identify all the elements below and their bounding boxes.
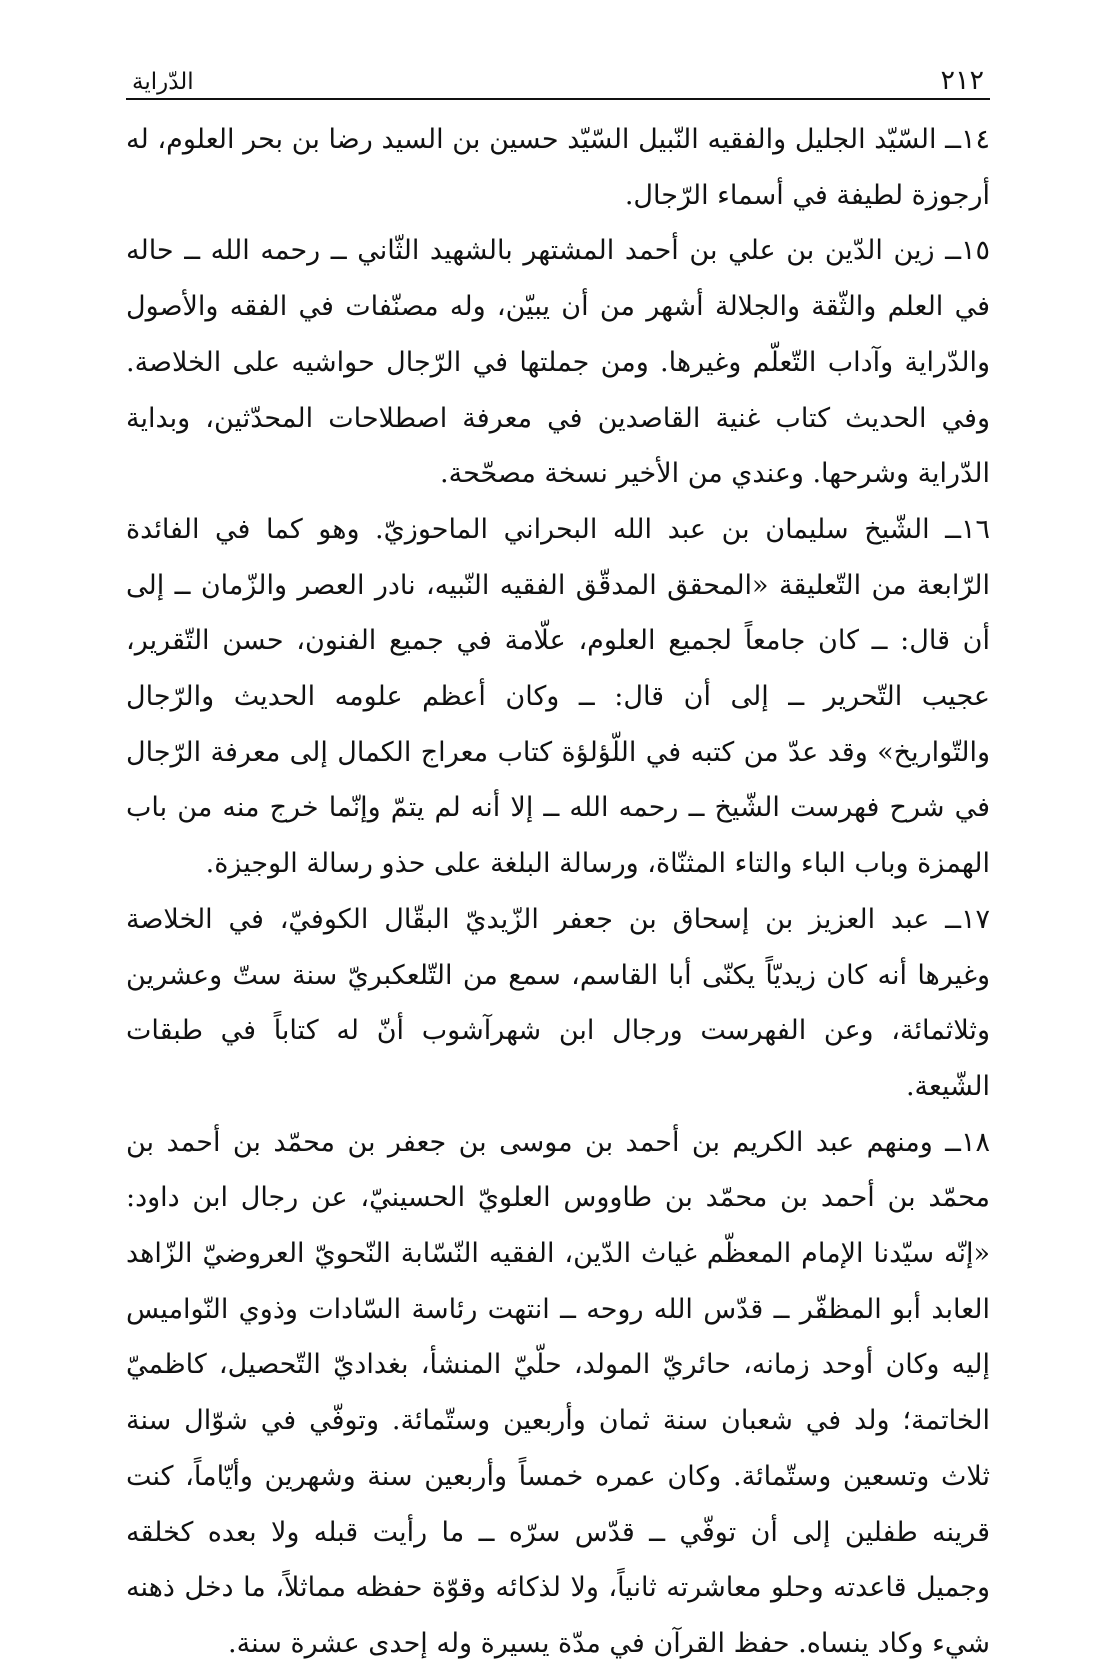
entry-18: ١٨ــ ومنهم عبد الكريم بن أحمد بن موسى بن جعفر بن محمّد بن أحمد بن محمّد بن أحمد بن محمّد بن طاووس العلويّ الحسينيّ، عن رجال ابن داود: «إنّه سيّدنا الإمام المعظّم غياث الدّين، الفقيه النّسّابة النّحويّ العروضيّ الزّاهد العابد أبو المظفّر ــ قدّس الله روحه ــ انتهت رئاسة السّادات وذوي النّواميس إليه وكان أوحد زمانه، حائريّ المولد، حلّيّ المنشأ، بغداديّ التّحصيل، كاظميّ الخاتمة؛ ولد في شعبان سنة ثمان وأربعين وستّمائة. وتوفّي في شوّال سنة ثلاث وتسعين وستّمائة. وكان عمره خمساً وأربعين سنة وشهرين وأيّاماً، كنت قرينه طفلين إلى أن توفّي ــ قدّس سرّه ــ ما رأيت قبله ولا بعده كخلقه وجميل قاعدته وحلو معاشرته ثانياً، ولا لذكائه وقوّة حفظه مماثلاً، ما دخل ذهنه شيء وكاد ينساه. حفظ القرآن في مدّة يسيرة وله إحدى عشرة سنة. [126,1126,990,1659]
page-header [126,44,990,100]
entry-number: ١٨ [960,1126,990,1158]
entry-16: ١٦ــ الشّيخ سليمان بن عبد الله البحراني الماحوزيّ. وهو كما في الفائدة الرّابعة من التّعليقة «المحقق المدقّق الفقيه النّبيه، نادر العصر والزّمان ــ إلى أن قال: ــ كان جامعاً لجميع العلوم، علّامة في جميع الفنون، حسن التّقرير، عجيب التّحرير ــ إلى أن قال: ــ وكان أعظم علومه الحديث والرّجال والتّواريخ» وقد عدّ من كتبه في اللّؤلؤة كتاب معراج الكمال إلى معرفة الرّجال في شرح فهرست الشّيخ ــ رحمه الله ــ إلا أنه لم يتمّ وإنّما خرج منه من باب الهمزة وباب الباء والتاء المثنّاة، ورسالة البلغة على حذو رسالة الوجيزة. [126,513,991,880]
entry-number: ١٧ [960,903,990,935]
entry-text: عبد العزيز بن إسحاق بن جعفر الزّيديّ البقّال الكوفيّ، في الخلاصة وغيرها أنه كان زيديّاً يكنّى أبا القاسم، سمع من التّلعكبريّ سنة ستّ وعشرين وثلاثمائة، وعن الفهرست ورجال ابن شهرآشوب أنّ له كتاباً في طبقات الشّيعة. [126,903,990,1102]
page-number: ٢١٢ [940,65,984,96]
entry-14: ١٤ــ السّيّد الجليل والفقيه النّبيل السّيّد حسين بن السيد رضا بن بحر العلوم، له أرجوزة لطيفة في أسماء الرّجال. [126,124,991,211]
entry-text: السّيّد الجليل والفقيه النّبيل السّيّد حسين بن السيد رضا بن بحر العلوم، له أرجوزة لطيفة في أسماء الرّجال. [126,124,990,211]
entry-number: ١٥ [960,235,990,267]
entry-text: زين الدّين بن علي بن أحمد المشتهر بالشهيد الثّاني ــ رحمه الله ــ حاله في العلم والثّقة والجلالة أشهر من أن يبيّن، وله مصنّفات في الفقه والأصول والدّراية وآداب التّعلّم وغيرها. ومن جملتها في الرّجال حواشيه على الخلاصة. وفي الحديث كتاب غنية القاصدين في معرفة اصطلاحات المحدّثين، وبداية الدّراية وشرحها. وعندي من الأخير نسخة مصحّحة. [126,235,990,490]
entry-number: ١٦ [961,513,991,545]
entry-text: الشّيخ سليمان بن عبد الله البحراني الماحوزيّ. وهو كما في الفائدة الرّابعة من التّعليقة «المحقق المدقّق الفقيه النّبيه، نادر العصر والزّمان ــ إلى أن قال: ــ كان جامعاً لجميع العلوم، علّامة في جميع الفنون، حسن التّقرير، عجيب التّحرير ــ إلى أن قال: ــ وكان أعظم علومه الحديث والرّجال والتّواريخ» وقد عدّ من كتبه في اللّؤلؤة كتاب معراج الكمال إلى معرفة الرّجال في شرح فهرست الشّيخ ــ رحمه الله ــ إلا أنه لم يتمّ وإنّما خرج منه من باب الهمزة وباب الباء والتاء المثنّاة، ورسالة البلغة على حذو رسالة الوجيزة. [126,513,990,880]
entry-text: ومنهم عبد الكريم بن أحمد بن موسى بن جعفر بن محمّد بن أحمد بن محمّد بن أحمد بن محمّد بن طاووس العلويّ الحسينيّ، عن رجال ابن داود: «إنّه سيّدنا الإمام المعظّم غياث الدّين، الفقيه النّسّابة النّحويّ العروضيّ الزّاهد العابد أبو المظفّر ــ قدّس الله روحه ــ انتهت رئاسة السّادات وذوي النّواميس إليه وكان أوحد زمانه، حائريّ المولد، حلّيّ المنشأ، بغداديّ التّحصيل، كاظميّ الخاتمة؛ ولد في شعبان سنة ثمان وأربعين وستّمائة. وتوفّي في شوّال سنة ثلاث وتسعين وستّمائة. وكان عمره خمساً وأربعين سنة وشهرين وأيّاماً، كنت قرينه طفلين إلى أن توفّي ــ قدّس سرّه ــ ما رأيت قبله ولا بعده كخلقه وجميل قاعدته وحلو معاشرته ثانياً، ولا لذكائه وقوّة حفظه مماثلاً، ما دخل ذهنه شيء وكاد ينساه. حفظ القرآن في مدّة يسيرة وله إحدى عشرة سنة. [126,1126,990,1659]
entry-17: ١٧ــ عبد العزيز بن إسحاق بن جعفر الزّيديّ البقّال الكوفيّ، في الخلاصة وغيرها أنه كان زيديّاً يكنّى أبا القاسم، سمع من التّلعكبريّ سنة ستّ وعشرين وثلاثمائة، وعن الفهرست ورجال ابن شهرآشوب أنّ له كتاباً في طبقات الشّيعة. [126,903,990,1102]
page-body [126,112,990,1672]
entry-number: ١٤ [961,124,991,155]
running-title: الدّراية [132,69,194,95]
entry-15: ١٥ــ زين الدّين بن علي بن أحمد المشتهر بالشهيد الثّاني ــ رحمه الله ــ حاله في العلم والثّقة والجلالة أشهر من أن يبيّن، وله مصنّفات في الفقه والأصول والدّراية وآداب التّعلّم وغيرها. ومن جملتها في الرّجال حواشيه على الخلاصة. وفي الحديث كتاب غنية القاصدين في معرفة اصطلاحات المحدّثين، وبداية الدّراية وشرحها. وعندي من الأخير نسخة مصحّحة. [126,235,990,490]
